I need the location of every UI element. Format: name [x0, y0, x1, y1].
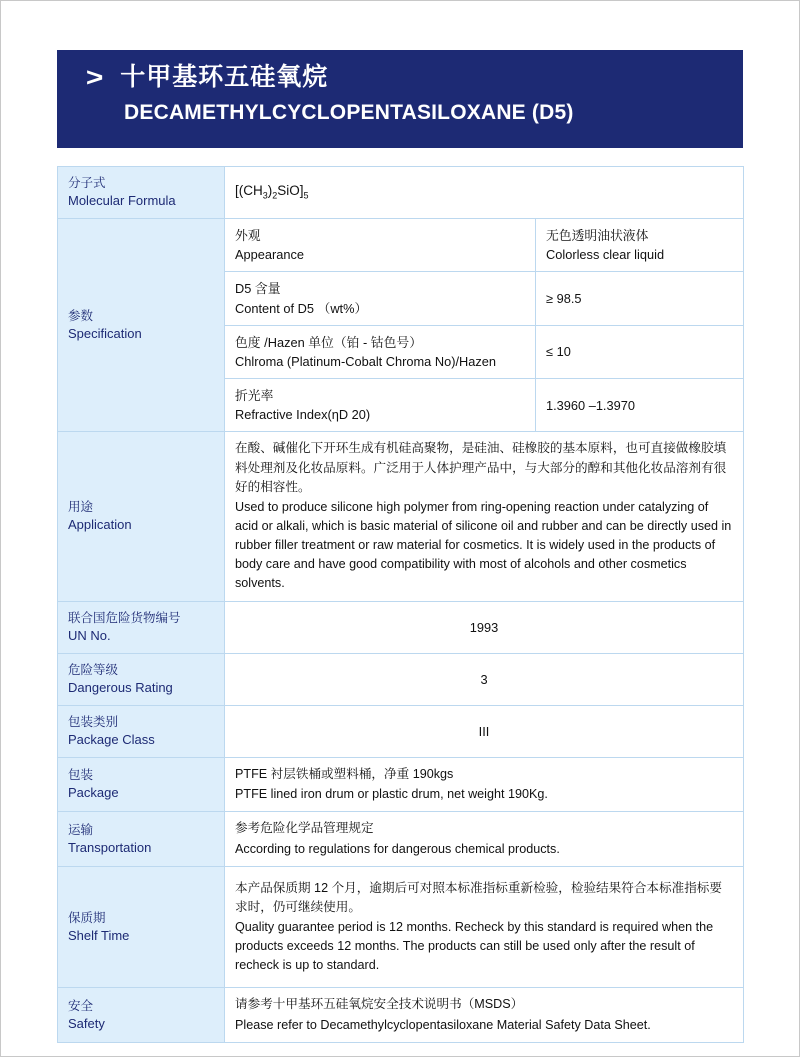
- package-text-cn: PTFE 衬层铁桶或塑料桶，净重 190kgs: [235, 767, 454, 782]
- row-label-application: [58, 432, 225, 601]
- row-label-en: Package Class: [68, 732, 155, 748]
- application-text-en: Used to produce silicone high polymer from ring-opening reaction under catalyzing of acid or alkali, which is basic material of silicone oil and rubber and can be directly used in rubber filler treatment or raw material for cosmetics. It is widely used in the products of body care and have good compatibility with most of alcohols and other cosmetics solvents.: [235, 499, 732, 591]
- product-title-en: DECAMETHYLCYCLOPENTASILOXANE (D5): [124, 101, 574, 124]
- row-label-cn: 包装: [68, 768, 94, 783]
- row-value-safety: [225, 988, 744, 1042]
- row-value-shelf-time: [225, 866, 744, 988]
- row-label-cn: 运输: [68, 822, 94, 837]
- table-row-shelf-time: [58, 866, 744, 988]
- formula-part-a: [(CH: [235, 183, 263, 199]
- spec-value-cn: ≥ 98.5: [546, 290, 582, 306]
- formula-sub-2: 2: [272, 191, 278, 202]
- spec-value-cn: 无色透明油状液体: [546, 227, 649, 243]
- row-label-dangerous-rating: [58, 653, 225, 705]
- row-value-package: [225, 758, 744, 812]
- row-value-package-class: III: [225, 705, 744, 757]
- header-title-row: [57, 62, 743, 92]
- row-label-cn: 用途: [68, 500, 94, 515]
- chevron-right-icon: >: [85, 62, 104, 92]
- spec-name-en: Refractive Index(ηD 20): [235, 407, 371, 423]
- formula-sub-3: 5: [303, 191, 309, 202]
- table-row-specification-appearance: [58, 218, 744, 271]
- safety-text-cn: 请参考十甲基环五硅氧烷安全技术说明书（MSDS）: [235, 997, 524, 1012]
- product-title-cn: 十甲基环五硅氧烷: [120, 63, 329, 91]
- product-header-banner: [57, 50, 743, 148]
- row-label-en: Transportation: [68, 839, 152, 855]
- row-label-cn: 联合国危险货物编号: [68, 610, 181, 625]
- row-label-en: UN No.: [68, 627, 111, 643]
- product-spec-table: [57, 166, 744, 1043]
- row-label-package-class: [58, 705, 225, 757]
- spec-name-cn: 折光率: [235, 388, 274, 404]
- row-label-en: Package: [68, 785, 119, 801]
- row-label-cn: 保质期: [68, 910, 106, 925]
- row-value-molecular-formula: [225, 167, 744, 219]
- spec-value-chroma: [536, 325, 744, 378]
- spec-name-appearance: [225, 218, 536, 271]
- safety-text-en: Please refer to Decamethylcyclopentasiloxane Material Safety Data Sheet.: [235, 1017, 651, 1032]
- table-row-application: [58, 432, 744, 601]
- row-label-specification: [58, 218, 225, 432]
- spec-value-cn: ≤ 10: [546, 344, 571, 360]
- row-label-transportation: [58, 812, 225, 866]
- spec-name-cn: D5 含量: [235, 281, 281, 297]
- spec-value-en: Colorless clear liquid: [546, 247, 665, 263]
- spec-name-cn: 色度 /Hazen 单位（铂 - 钴色号）: [235, 334, 422, 350]
- formula-part-c: SiO]: [277, 183, 304, 199]
- spec-value-content-d5: [536, 272, 744, 325]
- spec-name-cn: 外观: [235, 227, 261, 243]
- application-text-cn: 在酸、碱催化下开环生成有机硅高聚物，是硅油、硅橡胶的基本原料，也可直接做橡胶填料处理剂及化妆品原料。广泛用于人体护理产品中，与大部分的醇和其他化妆品溶剂有很好的相容性。: [235, 441, 727, 494]
- row-label-safety: [58, 988, 225, 1042]
- transportation-text-en: According to regulations for dangerous chemical products.: [235, 841, 560, 856]
- row-label-cn: 参数: [68, 308, 94, 323]
- table-row-dangerous-rating: [58, 653, 744, 705]
- table-row-molecular-formula: [58, 167, 744, 219]
- row-label-en: Specification: [68, 325, 142, 341]
- row-label-cn: 危险等级: [68, 662, 119, 677]
- spec-name-chroma: [225, 325, 536, 378]
- row-label-en: Safety: [68, 1015, 105, 1031]
- spec-value-cn: 1.3960 –1.3970: [546, 397, 635, 413]
- formula-part-b: ): [267, 183, 273, 199]
- row-value-application: [225, 432, 744, 601]
- table-row-package: [58, 758, 744, 812]
- row-value-transportation: [225, 812, 744, 866]
- row-label-un-no: [58, 601, 225, 653]
- row-value-dangerous-rating: 3: [225, 653, 744, 705]
- spec-name-content-d5: [225, 272, 536, 325]
- table-row-safety: [58, 988, 744, 1042]
- row-label-cn: 分子式: [68, 176, 106, 190]
- transportation-text-cn: 参考危险化学品管理规定: [235, 821, 374, 836]
- spec-name-refractive-index: [225, 379, 536, 432]
- row-label-cn: 安全: [68, 998, 94, 1013]
- row-value-un-no: 1993: [225, 601, 744, 653]
- table-row-transportation: [58, 812, 744, 866]
- formula-sub-1: 3: [262, 191, 268, 202]
- spec-name-en: Appearance: [235, 247, 305, 263]
- row-label-en: Dangerous Rating: [68, 680, 173, 696]
- spec-value-refractive-index: [536, 379, 744, 432]
- row-label-package: [58, 758, 225, 812]
- row-label-en: Application: [68, 517, 132, 533]
- spec-name-en: Content of D5 （wt%）: [235, 300, 368, 316]
- shelf-time-text-cn: 本产品保质期 12 个月，逾期后可对照本标准指标重新检验，检验结果符合本标准指标要求时，仍可继续使用。: [235, 880, 722, 914]
- row-label-en: Molecular Formula: [68, 193, 176, 209]
- package-text-en: PTFE lined iron drum or plastic drum, net weight 190Kg.: [235, 787, 548, 802]
- spec-name-en: Chlroma (Platinum-Cobalt Chroma No)/Hazen: [235, 353, 497, 369]
- row-label-shelf-time: [58, 866, 225, 988]
- shelf-time-text-en: Quality guarantee period is 12 months. Recheck by this standard is required when the products exceeds 12 months. The products can still be used only after the result of recheck is up to standard.: [235, 920, 714, 973]
- spec-value-appearance: [536, 218, 744, 271]
- row-label-en: Shelf Time: [68, 927, 130, 943]
- row-label-molecular-formula: [58, 167, 225, 219]
- table-row-un-no: [58, 601, 744, 653]
- table-row-package-class: [58, 705, 744, 757]
- row-label-cn: 包装类别: [68, 715, 119, 730]
